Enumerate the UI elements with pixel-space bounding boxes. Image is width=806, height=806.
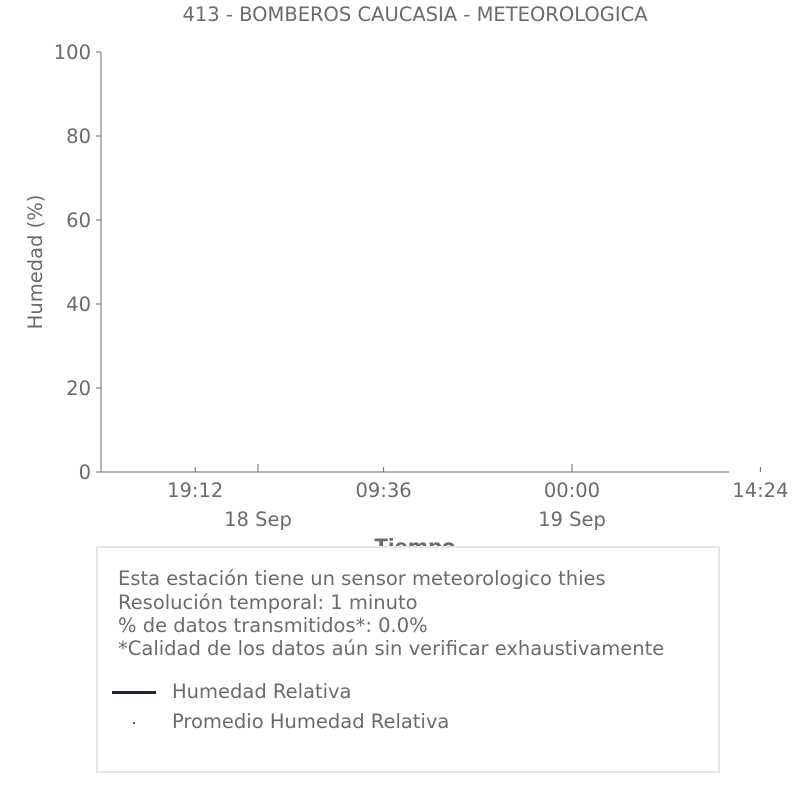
note-sensor: Esta estación tiene un sensor meteorologico thies xyxy=(118,567,606,590)
legend-dot-swatch xyxy=(133,722,135,724)
y-tick-label: 100 xyxy=(53,41,91,64)
y-tick-label: 0 xyxy=(78,461,91,484)
info-legend-box xyxy=(96,546,720,773)
x-minor-tick-label: 19:12 xyxy=(167,479,224,502)
y-tick-label: 40 xyxy=(66,293,91,316)
x-major-tick-label: 19 Sep xyxy=(538,508,606,531)
x-minor-tick-label: 00:00 xyxy=(543,479,601,502)
note-quality: *Calidad de los datos aún sin verificar exhaustivamente xyxy=(118,637,665,660)
chart-title: 413 - BOMBEROS CAUCASIA - METEOROLOGICA xyxy=(182,3,648,26)
legend-line-swatch xyxy=(112,691,156,694)
x-minor-tick-label: 14:24 xyxy=(732,479,789,502)
legend-label-humedad-relativa: Humedad Relativa xyxy=(172,680,352,703)
y-tick-label: 20 xyxy=(66,377,91,400)
note-transmitted: % de datos transmitidos*: 0.0% xyxy=(118,614,428,637)
y-tick-label: 80 xyxy=(66,125,91,148)
note-resolution: Resolución temporal: 1 minuto xyxy=(118,591,418,614)
legend-entry-humedad-relativa xyxy=(112,680,472,704)
y-tick-label: 60 xyxy=(66,209,91,232)
y-axis-label: Humedad (%) xyxy=(24,194,47,330)
legend-entry-promedio-humedad xyxy=(112,710,492,734)
x-major-tick-label: 18 Sep xyxy=(224,508,292,531)
x-ticks xyxy=(167,464,806,531)
x-minor-tick-label: 09:36 xyxy=(355,479,412,502)
y-ticks xyxy=(54,41,101,484)
legend-label-promedio-humedad: Promedio Humedad Relativa xyxy=(172,710,450,733)
